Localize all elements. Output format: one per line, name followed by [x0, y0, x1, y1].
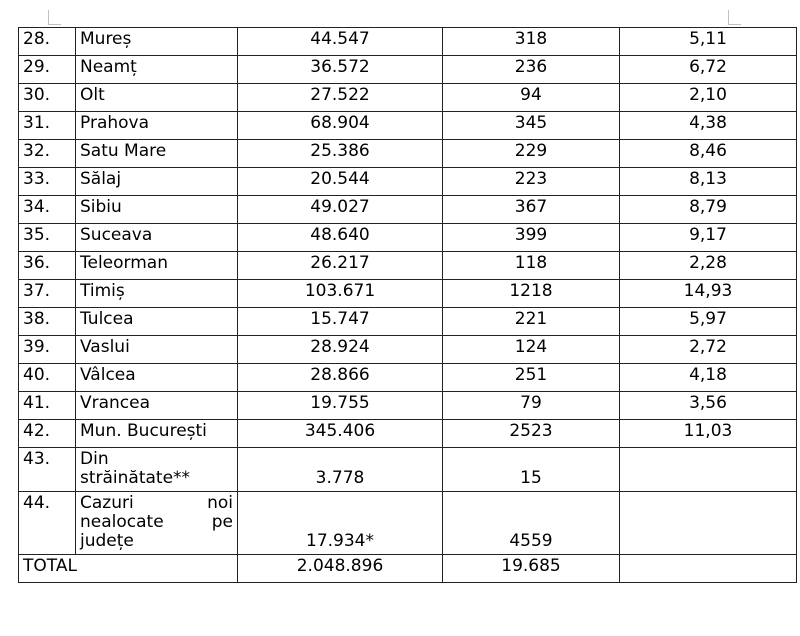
- value-col-2: [443, 492, 620, 555]
- table-row: [19, 84, 797, 112]
- county-name: Tulcea: [76, 308, 238, 336]
- name-line: [80, 513, 233, 532]
- table-row: [19, 140, 797, 168]
- row-number: 42.: [19, 420, 76, 448]
- county-name: Prahova: [76, 112, 238, 140]
- row-number: 29.: [19, 56, 76, 84]
- value-col-3: 8,79: [620, 196, 797, 224]
- value-col-2: 229: [443, 140, 620, 168]
- row-number: 41.: [19, 392, 76, 420]
- value-col-1: 27.522: [238, 84, 443, 112]
- county-name: Mureș: [76, 28, 238, 56]
- value-col-1: 44.547: [238, 28, 443, 56]
- total-value-1: 2.048.896: [238, 555, 443, 583]
- value-col-1: 28.866: [238, 364, 443, 392]
- table-row: [19, 336, 797, 364]
- value-col-1: [238, 448, 443, 492]
- county-name: Satu Mare: [76, 140, 238, 168]
- value-col-1: 15.747: [238, 308, 443, 336]
- value-col-3: 8,13: [620, 168, 797, 196]
- value-col-3: 6,72: [620, 56, 797, 84]
- value-col-3: 3,56: [620, 392, 797, 420]
- name-word: pe: [211, 512, 233, 532]
- value-col-1: 103.671: [238, 280, 443, 308]
- value-col-2: 221: [443, 308, 620, 336]
- table-row: [19, 280, 797, 308]
- row-number: 28.: [19, 28, 76, 56]
- table-row: [19, 196, 797, 224]
- name-word: noi: [207, 493, 233, 513]
- value-col-1: 49.027: [238, 196, 443, 224]
- value-col-2: 318: [443, 28, 620, 56]
- table-row: [19, 28, 797, 56]
- row-number: 32.: [19, 140, 76, 168]
- value-col-3: 2,10: [620, 84, 797, 112]
- county-name: Mun. București: [76, 420, 238, 448]
- value-col-1: 19.755: [238, 392, 443, 420]
- row-number: 43.: [19, 448, 76, 492]
- value-text: 17.934*: [306, 531, 374, 551]
- value-col-3: 4,18: [620, 364, 797, 392]
- name-word: Cazuri: [80, 493, 134, 513]
- total-value-2: 19.685: [443, 555, 620, 583]
- value-col-3: 5,11: [620, 28, 797, 56]
- name-line: Din: [80, 449, 109, 469]
- county-name: Vâlcea: [76, 364, 238, 392]
- table-row: [19, 224, 797, 252]
- crop-mark-left: [48, 10, 61, 25]
- row-number: 30.: [19, 84, 76, 112]
- county-name: Olt: [76, 84, 238, 112]
- value-col-1: [238, 492, 443, 555]
- county-name: [76, 448, 238, 492]
- table-row-unallocated: [19, 492, 797, 555]
- value-col-2: 1218: [443, 280, 620, 308]
- county-name: Sălaj: [76, 168, 238, 196]
- value-col-2: 367: [443, 196, 620, 224]
- name-line: străinătate**: [80, 468, 191, 488]
- value-col-1: 25.386: [238, 140, 443, 168]
- county-name: Vaslui: [76, 336, 238, 364]
- value-col-1: 68.904: [238, 112, 443, 140]
- value-col-3: [620, 492, 797, 555]
- table-row: [19, 168, 797, 196]
- value-col-3: 5,97: [620, 308, 797, 336]
- row-number: 37.: [19, 280, 76, 308]
- table-row: [19, 364, 797, 392]
- value-col-2: 345: [443, 112, 620, 140]
- value-col-2: 399: [443, 224, 620, 252]
- value-col-3: 8,46: [620, 140, 797, 168]
- value-col-2: 79: [443, 392, 620, 420]
- row-number: 35.: [19, 224, 76, 252]
- value-col-1: 48.640: [238, 224, 443, 252]
- table-row: [19, 392, 797, 420]
- row-number: 33.: [19, 168, 76, 196]
- value-col-3: 4,38: [620, 112, 797, 140]
- row-number: 40.: [19, 364, 76, 392]
- value-col-1: 26.217: [238, 252, 443, 280]
- value-col-1: 20.544: [238, 168, 443, 196]
- value-text: 4559: [509, 531, 553, 551]
- table-row: [19, 112, 797, 140]
- table-row: [19, 56, 797, 84]
- row-number: 44.: [19, 492, 76, 555]
- value-col-2: [443, 448, 620, 492]
- name-line: județe: [80, 531, 134, 551]
- row-number: 31.: [19, 112, 76, 140]
- county-name: Timiș: [76, 280, 238, 308]
- county-name: Suceava: [76, 224, 238, 252]
- value-col-2: 2523: [443, 420, 620, 448]
- value-col-3: 14,93: [620, 280, 797, 308]
- value-col-1: 36.572: [238, 56, 443, 84]
- table-row-total: [19, 555, 797, 583]
- county-cases-table: [18, 27, 797, 583]
- table-row-abroad: [19, 448, 797, 492]
- county-name: Vrancea: [76, 392, 238, 420]
- value-col-3: 11,03: [620, 420, 797, 448]
- county-name: Neamț: [76, 56, 238, 84]
- table-row: [19, 308, 797, 336]
- total-label: TOTAL: [19, 555, 238, 583]
- value-col-2: 94: [443, 84, 620, 112]
- county-name: Sibiu: [76, 196, 238, 224]
- value-col-2: 223: [443, 168, 620, 196]
- value-col-1: 28.924: [238, 336, 443, 364]
- table-row: [19, 252, 797, 280]
- table-row: [19, 420, 797, 448]
- row-number: 38.: [19, 308, 76, 336]
- value-col-2: 124: [443, 336, 620, 364]
- row-number: 36.: [19, 252, 76, 280]
- value-col-3: [620, 448, 797, 492]
- county-name: [76, 492, 238, 555]
- value-col-3: 9,17: [620, 224, 797, 252]
- crop-mark-right: [728, 10, 741, 25]
- value-col-2: 118: [443, 252, 620, 280]
- total-value-3: [620, 555, 797, 583]
- value-col-2: 251: [443, 364, 620, 392]
- name-line: [80, 494, 233, 513]
- name-word: nealocate: [80, 512, 164, 532]
- value-text: 15: [520, 468, 542, 488]
- value-col-1: 345.406: [238, 420, 443, 448]
- value-col-3: 2,72: [620, 336, 797, 364]
- row-number: 34.: [19, 196, 76, 224]
- value-text: 3.778: [315, 468, 365, 488]
- county-name: Teleorman: [76, 252, 238, 280]
- value-col-2: 236: [443, 56, 620, 84]
- value-col-3: 2,28: [620, 252, 797, 280]
- row-number: 39.: [19, 336, 76, 364]
